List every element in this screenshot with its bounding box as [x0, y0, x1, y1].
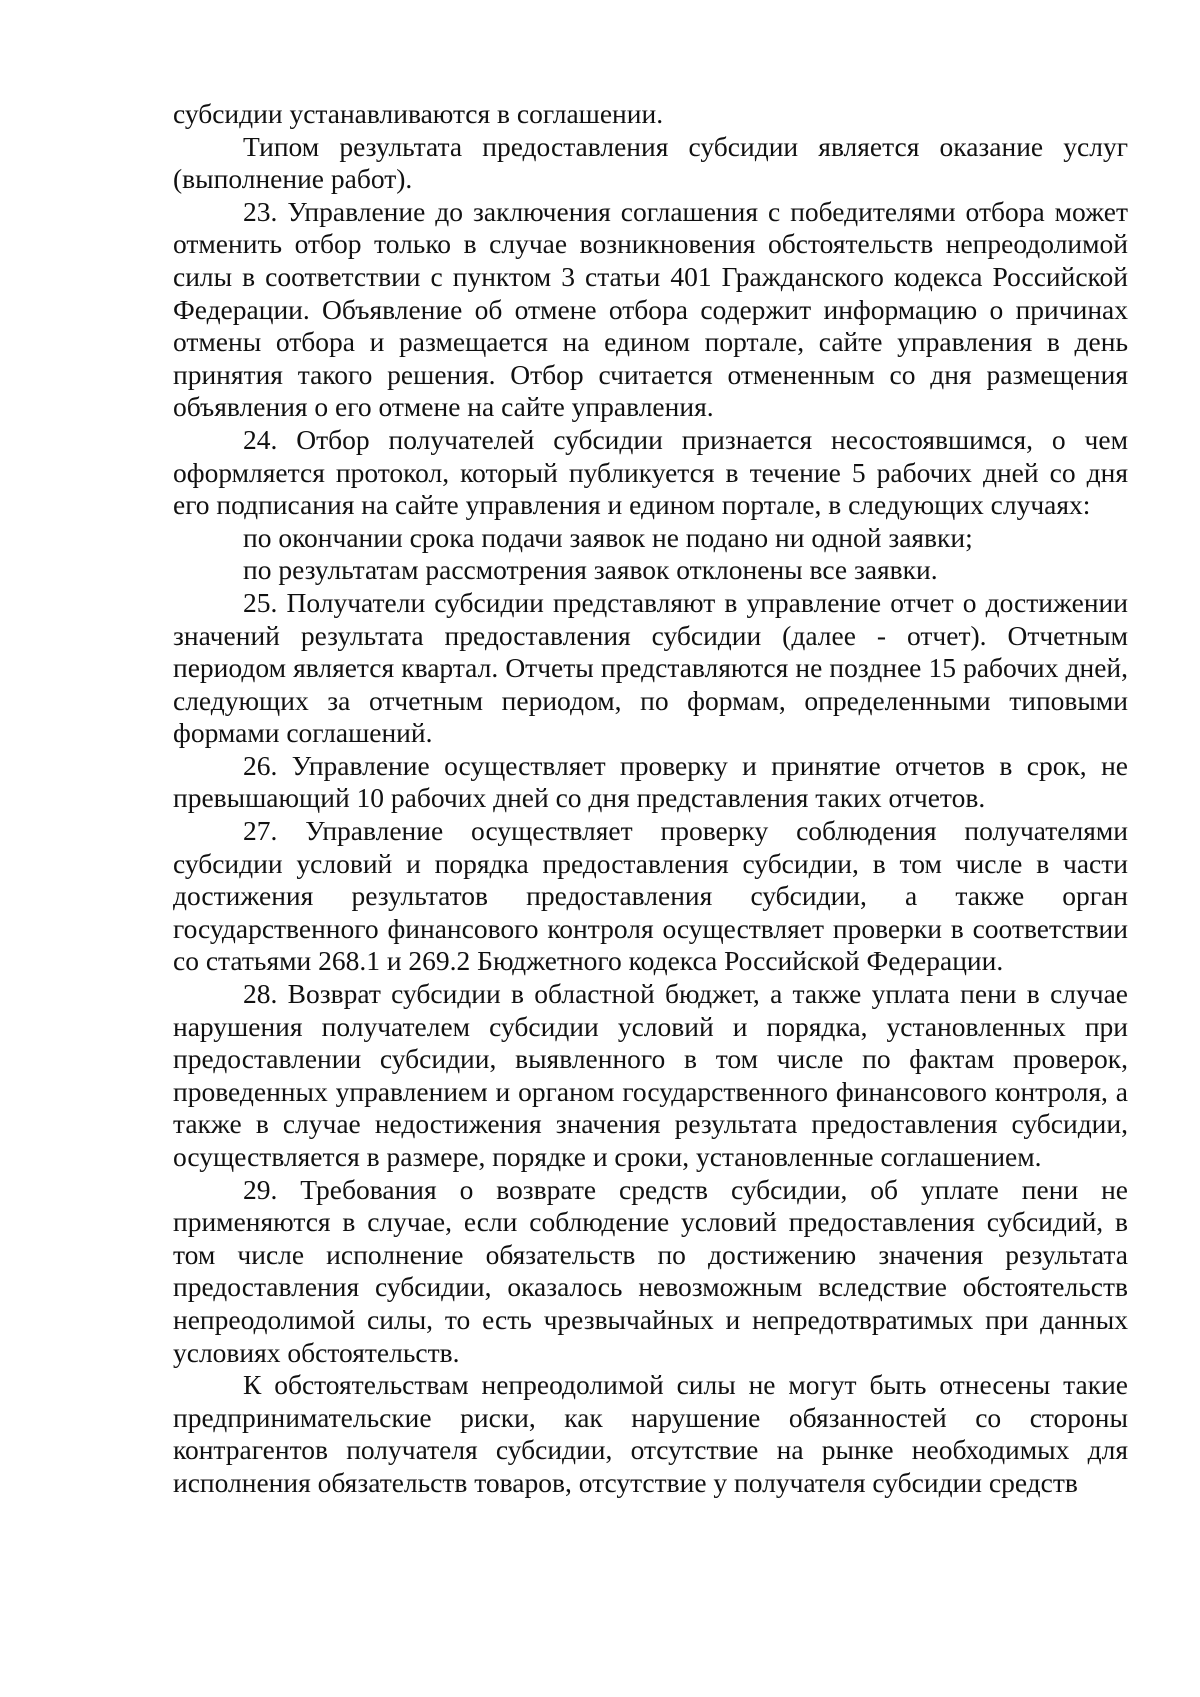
paragraph-item-29: 29. Требования о возврате средств субсидии, об уплате пени не применяются в случае, если соблюдение условий предоставления субсидий, в том числе исполнение обязательств по достижению значения результата предоставления субсидии, оказалось невозможным вследствие обстоятельств непреодолимой силы, то есть чрезвычайных и непредотвратимых при данных условиях обстоятельств.: [173, 1173, 1128, 1368]
paragraph-case-all-rejected: по результатам рассмотрения заявок отклонены все заявки.: [243, 554, 938, 586]
paragraph-item-28: 28. Возврат субсидии в областной бюджет, а также уплата пени в случае нарушения получателем субсидии условий и порядка, установленных при предоставлении субсидии, выявленного в том числе по фактам проверок, проведенных управлением и органом государственного финансового контроля, а также в случае недостижения значения результата предоставления субсидии, осуществляется в размере, порядке и сроки, установленные соглашением.: [173, 978, 1128, 1172]
paragraph-result-type: Типом результата предоставления субсидии является оказание услуг (выполнение работ).: [173, 130, 1128, 195]
paragraph-item-25: 25. Получатели субсидии представляют в управление отчет о достижении значений результата предоставления субсидии (далее - отчет). Отчетным периодом является квартал. Отчеты представляются не позднее 15 рабочих дней, следующих за отчетным периодом, по формам, определенными типовыми формами соглашений.: [173, 586, 1128, 749]
paragraph-continuation: субсидии устанавливаются в соглашении.: [173, 98, 664, 129]
document-page: [173, 98, 1128, 1500]
paragraph-item-24: 24. Отбор получателей субсидии признается несостоявшимся, о чем оформляется протокол, который публикуется в течение 5 рабочих дней со дня его подписания на сайте управления и едином портале, в следующих случаях:: [173, 423, 1128, 521]
paragraph-force-majeure: К обстоятельствам непреодолимой силы не могут быть отнесены такие предпринимательские риски, как нарушение обязанностей со стороны контрагентов получателя субсидии, отсутствие на рынке необходимых для исполнения обязательств товаров, отсутствие у получателя субсидии средств: [173, 1369, 1128, 1498]
paragraph-item-23: 23. Управление до заключения соглашения с победителями отбора может отменить отбор только в случае возникновения обстоятельств непреодолимой силы в соответствии с пунктом 3 статьи 401 Гражданского кодекса Российской Федерации. Объявление об отмене отбора содержит информацию о причинах отмены отбора и размещается на едином портале, сайте управления в день принятия такого решения. Отбор считается отмененным со дня размещения объявления о его отмене на сайте управления.: [173, 195, 1128, 423]
paragraph-item-27: 27. Управление осуществляет проверку соблюдения получателями субсидии условий и порядка предоставления субсидии, в том числе в части достижения результатов предоставления субсидии, а также орган государственного финансового контроля осуществляет проверки в соответствии со статьями 268.1 и 269.2 Бюджетного кодекса Российской Федерации.: [173, 815, 1128, 977]
paragraph-case-no-applications: по окончании срока подачи заявок не подано ни одной заявки;: [243, 521, 973, 553]
paragraph-item-26: 26. Управление осуществляет проверку и принятие отчетов в срок, не превышающий 10 рабочих дней со дня представления таких отчетов.: [173, 749, 1128, 814]
